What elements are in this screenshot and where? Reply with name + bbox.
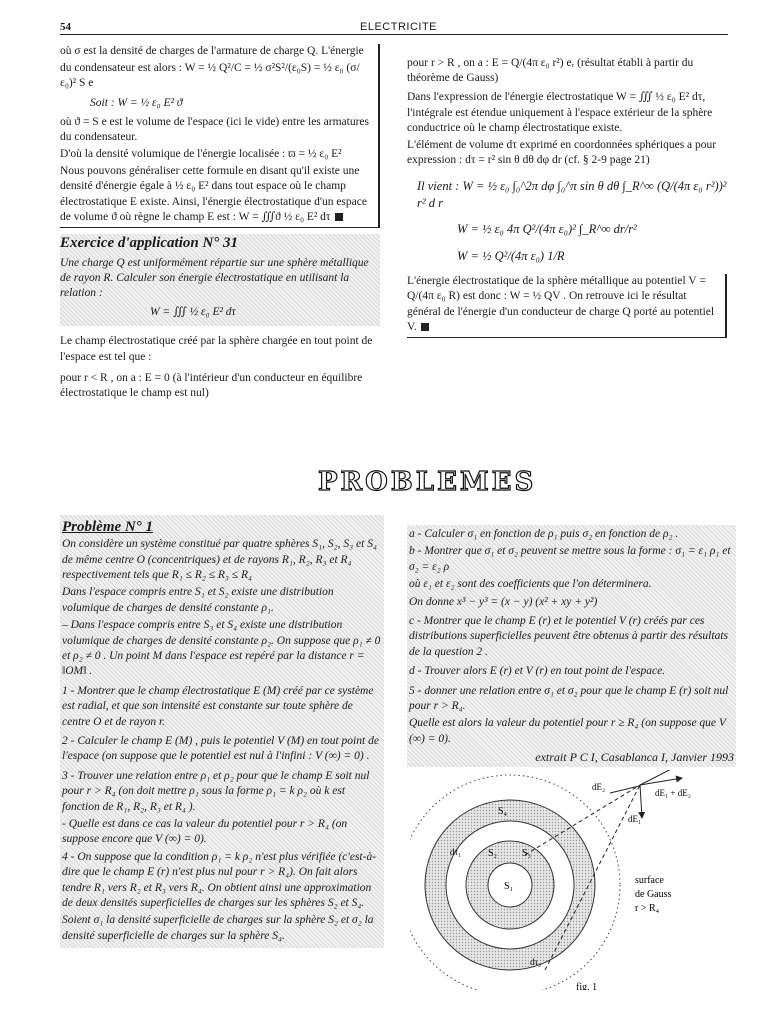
problem-l5: 3 - Trouver une relation entre ρ₁ et ρ₂ pour que le champ E soit nul pour r > R₄ (on doit mettre ρ₁ sous la forme ρ₁ = k ρ₂ où k est fonction de R₁, R₂, R₃ et R₄ ). — [62, 769, 370, 813]
sol-p4: L'énergie électrostatique de la sphère métallique au potentiel V = Q/(4π ε₀ R) est donc : W = ½ QV . On retrouve ici le résultat général de l'énergie d'un conducteur de charge Q porté au potentiel V. — [407, 275, 715, 333]
vec-de2 — [640, 770, 685, 785]
label-de1: dE₁ — [628, 814, 642, 824]
energy-p3: où ϑ = S e est le volume de l'espace (ici le vide) entre les armatures du condensateur. — [60, 115, 369, 143]
label-s2: S₂ — [488, 848, 498, 859]
exercise-para1: Le champ électrostatique créé par la sphère chargée en tout point de l'espace est tel que : — [60, 335, 373, 363]
problem-l3: 1 - Montrer que le champ électrostatique E (M) créé par ce système est radial, et que son intensité est constante sur toute sphère de centre O et de rayon r. — [62, 684, 374, 728]
energy-section — [60, 44, 380, 228]
problem-r5: d - Trouver alors E (r) et V (r) en tout point de l'espace. — [409, 665, 666, 678]
problem-title: Problème N° 1 — [62, 519, 153, 535]
problem-r1: b - Montrer que σ₁ et σ₂ peuvent se mettre sous la forme : σ₁ = ε₁ ρ₁ et σ₂ = ε₂ ρ — [409, 545, 731, 573]
label-gauss-1: surface — [635, 875, 664, 886]
sol-eq3: W = ½ Q²/(4π ε₀) 1/R — [457, 248, 565, 263]
running-title: ELECTRICITE — [360, 21, 438, 33]
sol-p2: Dans l'expression de l'énergie électrostatique W = ∭ ½ ε₀ E² dτ, l'intégrale est étendue uniquement à l'espace extérieur de la sphère conductrice où le champ électrostatique existe. — [407, 91, 713, 134]
figure-1 — [410, 770, 740, 990]
left-column-top — [60, 44, 380, 403]
problem-r4: c - Montrer que le champ E (r) et le potentiel V (r) créés par ces distributions superficielles peuvent être obtenus à partir des résultats de la question 2 . — [409, 615, 728, 658]
sol-conclusion-box — [407, 274, 727, 338]
sol-p1: pour r > R , on a : E = Q/(4π ε₀ r²) eᵣ (résultat établi à partir du théorème de Gauss) — [407, 57, 694, 85]
label-s3: S₃ — [522, 848, 532, 859]
energy-p2: du condensateur est alors : W = ½ Q²/C = ½ σ²S²/(ε₀S) = ½ ε₀ (σ/ε₀)² S e — [60, 62, 360, 90]
label-dt2: dτ₂ — [530, 957, 542, 967]
problem-l6: - Quelle est dans ce cas la valeur du potentiel pour r > R₄ (on suppose encore que V (∞) = 0). — [62, 818, 348, 846]
page-header — [60, 20, 728, 35]
exercise-relation: W = ∭ ½ ε₀ E² dτ — [150, 306, 236, 319]
label-gauss-3: r > R₄ — [635, 903, 660, 914]
problem-r3: On donne x³ − y³ = (x − y) (x² + xy + y²) — [409, 595, 598, 608]
energy-eq-soit: Soit : W = ½ ε₀ E² ϑ — [90, 96, 183, 109]
sol-eq2: W = ½ ε₀ 4π Q²/(4π ε₀)² ∫_R^∞ dr/r² — [457, 222, 637, 237]
problem-r0: a - Calculer σ₁ en fonction de ρ₁ puis σ₂ en fonction de ρ₂ . — [409, 528, 679, 540]
label-sum: dE₁ + dE₂ — [655, 788, 691, 798]
problem-l7: 4 - On suppose que la condition ρ₁ = k ρ₂ n'est plus vérifiée (c'est-à-dire que le champ E (r) n'est plus nul pour r > R₄). On fait alors tendre R₁ vers R₂ et R₃ vers R₄. On obtient ainsi une approximation de deux densités superficielles de charges sur les sphères S₂ et S₄. — [62, 850, 377, 910]
figure-caption: fig. 1 — [576, 982, 598, 990]
exercise-statement-block — [60, 254, 380, 327]
problem-l1: Dans l'espace compris entre S₁ et S₂ existe une distribution volumique de charges de densité constante ρ₁. — [62, 586, 334, 614]
end-mark — [335, 213, 343, 221]
problem-l2: – Dans l'espace compris entre S₃ et S₄ existe une distribution volumique de charges de densité constante ρ₂. On suppose que ρ₁ ≠ 0 et ρ₂ ≠ 0 . Un point M dans l'espace est repéré par la distance r = ‖OM‖ . — [62, 619, 381, 678]
sol-eq1: Il vient : W = ½ ε₀ ∫₀^2π dφ ∫₀^π sin θ dθ ∫_R^∞ (Q/(4π ε₀ r²))² r² d r — [417, 179, 727, 210]
problem-l8: Soient σ₁ la densité superficielle de charges sur la sphère S₂ et σ₂ la densité superficielle de charges sur la sphère S₄. — [62, 914, 374, 942]
energy-p4: D'où la densité volumique de l'énergie localisée : ϖ = ½ ε₀ E² — [60, 148, 342, 161]
problem-source: extrait P C I, Casablanca I, Janvier 1993 — [535, 750, 734, 765]
label-s4: S₄ — [498, 806, 508, 817]
problems-heading: PROBLEMES — [318, 467, 537, 497]
problem-right-column — [407, 525, 736, 767]
problem-l0: On considère un système constitué par quatre sphères S₁, S₂, S₃ et S₄ de même centre O (concentriques) et de rayons R₁, R₂, R₃ et R₄ respectivement tels que R₁ ≤ R₂ ≤ R₃ ≤ R₄ — [62, 538, 377, 581]
label-gauss-2: de Gauss — [635, 889, 672, 900]
problem-l4: 2 - Calculer le champ E (M) , puis le potentiel V (M) en tout point de l'espace (on suppose que le potentiel est nul à l'infini : V (∞) = 0) . — [62, 734, 379, 763]
tick — [610, 786, 639, 793]
exercise-para2: pour r < R , on a : E = 0 (à l'intérieur d'un conducteur en équilibre électrostatique le champ est nul) — [60, 371, 363, 399]
problem-left-column — [60, 515, 384, 948]
figure-svg — [410, 770, 740, 990]
label-de2: dE₂ — [592, 782, 606, 792]
label-dt1: dτ₁ — [450, 847, 462, 857]
page-number: 54 — [60, 21, 71, 33]
exercise-statement: Une charge Q est uniformément répartie sur une sphère métallique de rayon R. Calculer son énergie électrostatique en utilisant la relation : — [60, 256, 369, 300]
exercise-title: Exercice d'application N° 31 — [60, 234, 380, 254]
problem-r7: Quelle est alors la valeur du potentiel pour r ≥ R₄ (on suppose que V (∞) = 0). — [409, 717, 726, 745]
energy-p1: où σ est la densité de charges de l'armature de charge Q. L'énergie — [60, 45, 364, 57]
problem-r2: où ε₁ et ε₂ sont des coefficients que l'on déterminera. — [409, 578, 652, 591]
problem-r6: 5 - donner une relation entre σ₁ et σ₂ pour que le champ E (r) soit nul pour r > R₄. — [409, 684, 729, 713]
label-s1: S₁ — [504, 881, 514, 892]
sol-p3: L'élément de volume dτ exprimé en coordonnées sphériques a pour expression : dτ = r² sin θ dθ dφ dr (cf. § 2-9 page 21) — [407, 138, 717, 167]
right-column-top — [407, 56, 727, 338]
end-mark-2 — [421, 323, 429, 331]
energy-p5: Nous pouvons généraliser cette formule en disant qu'il existe une densité d'énergie égale à ½ ε₀ E² dans tout espace où le champ électrostatique E existe. Ainsi, l'énergie électrostatique d'un espace de volume ϑ où règne le champ E est : W = ∭ϑ ½ ε₀ E² dτ — [60, 165, 367, 223]
